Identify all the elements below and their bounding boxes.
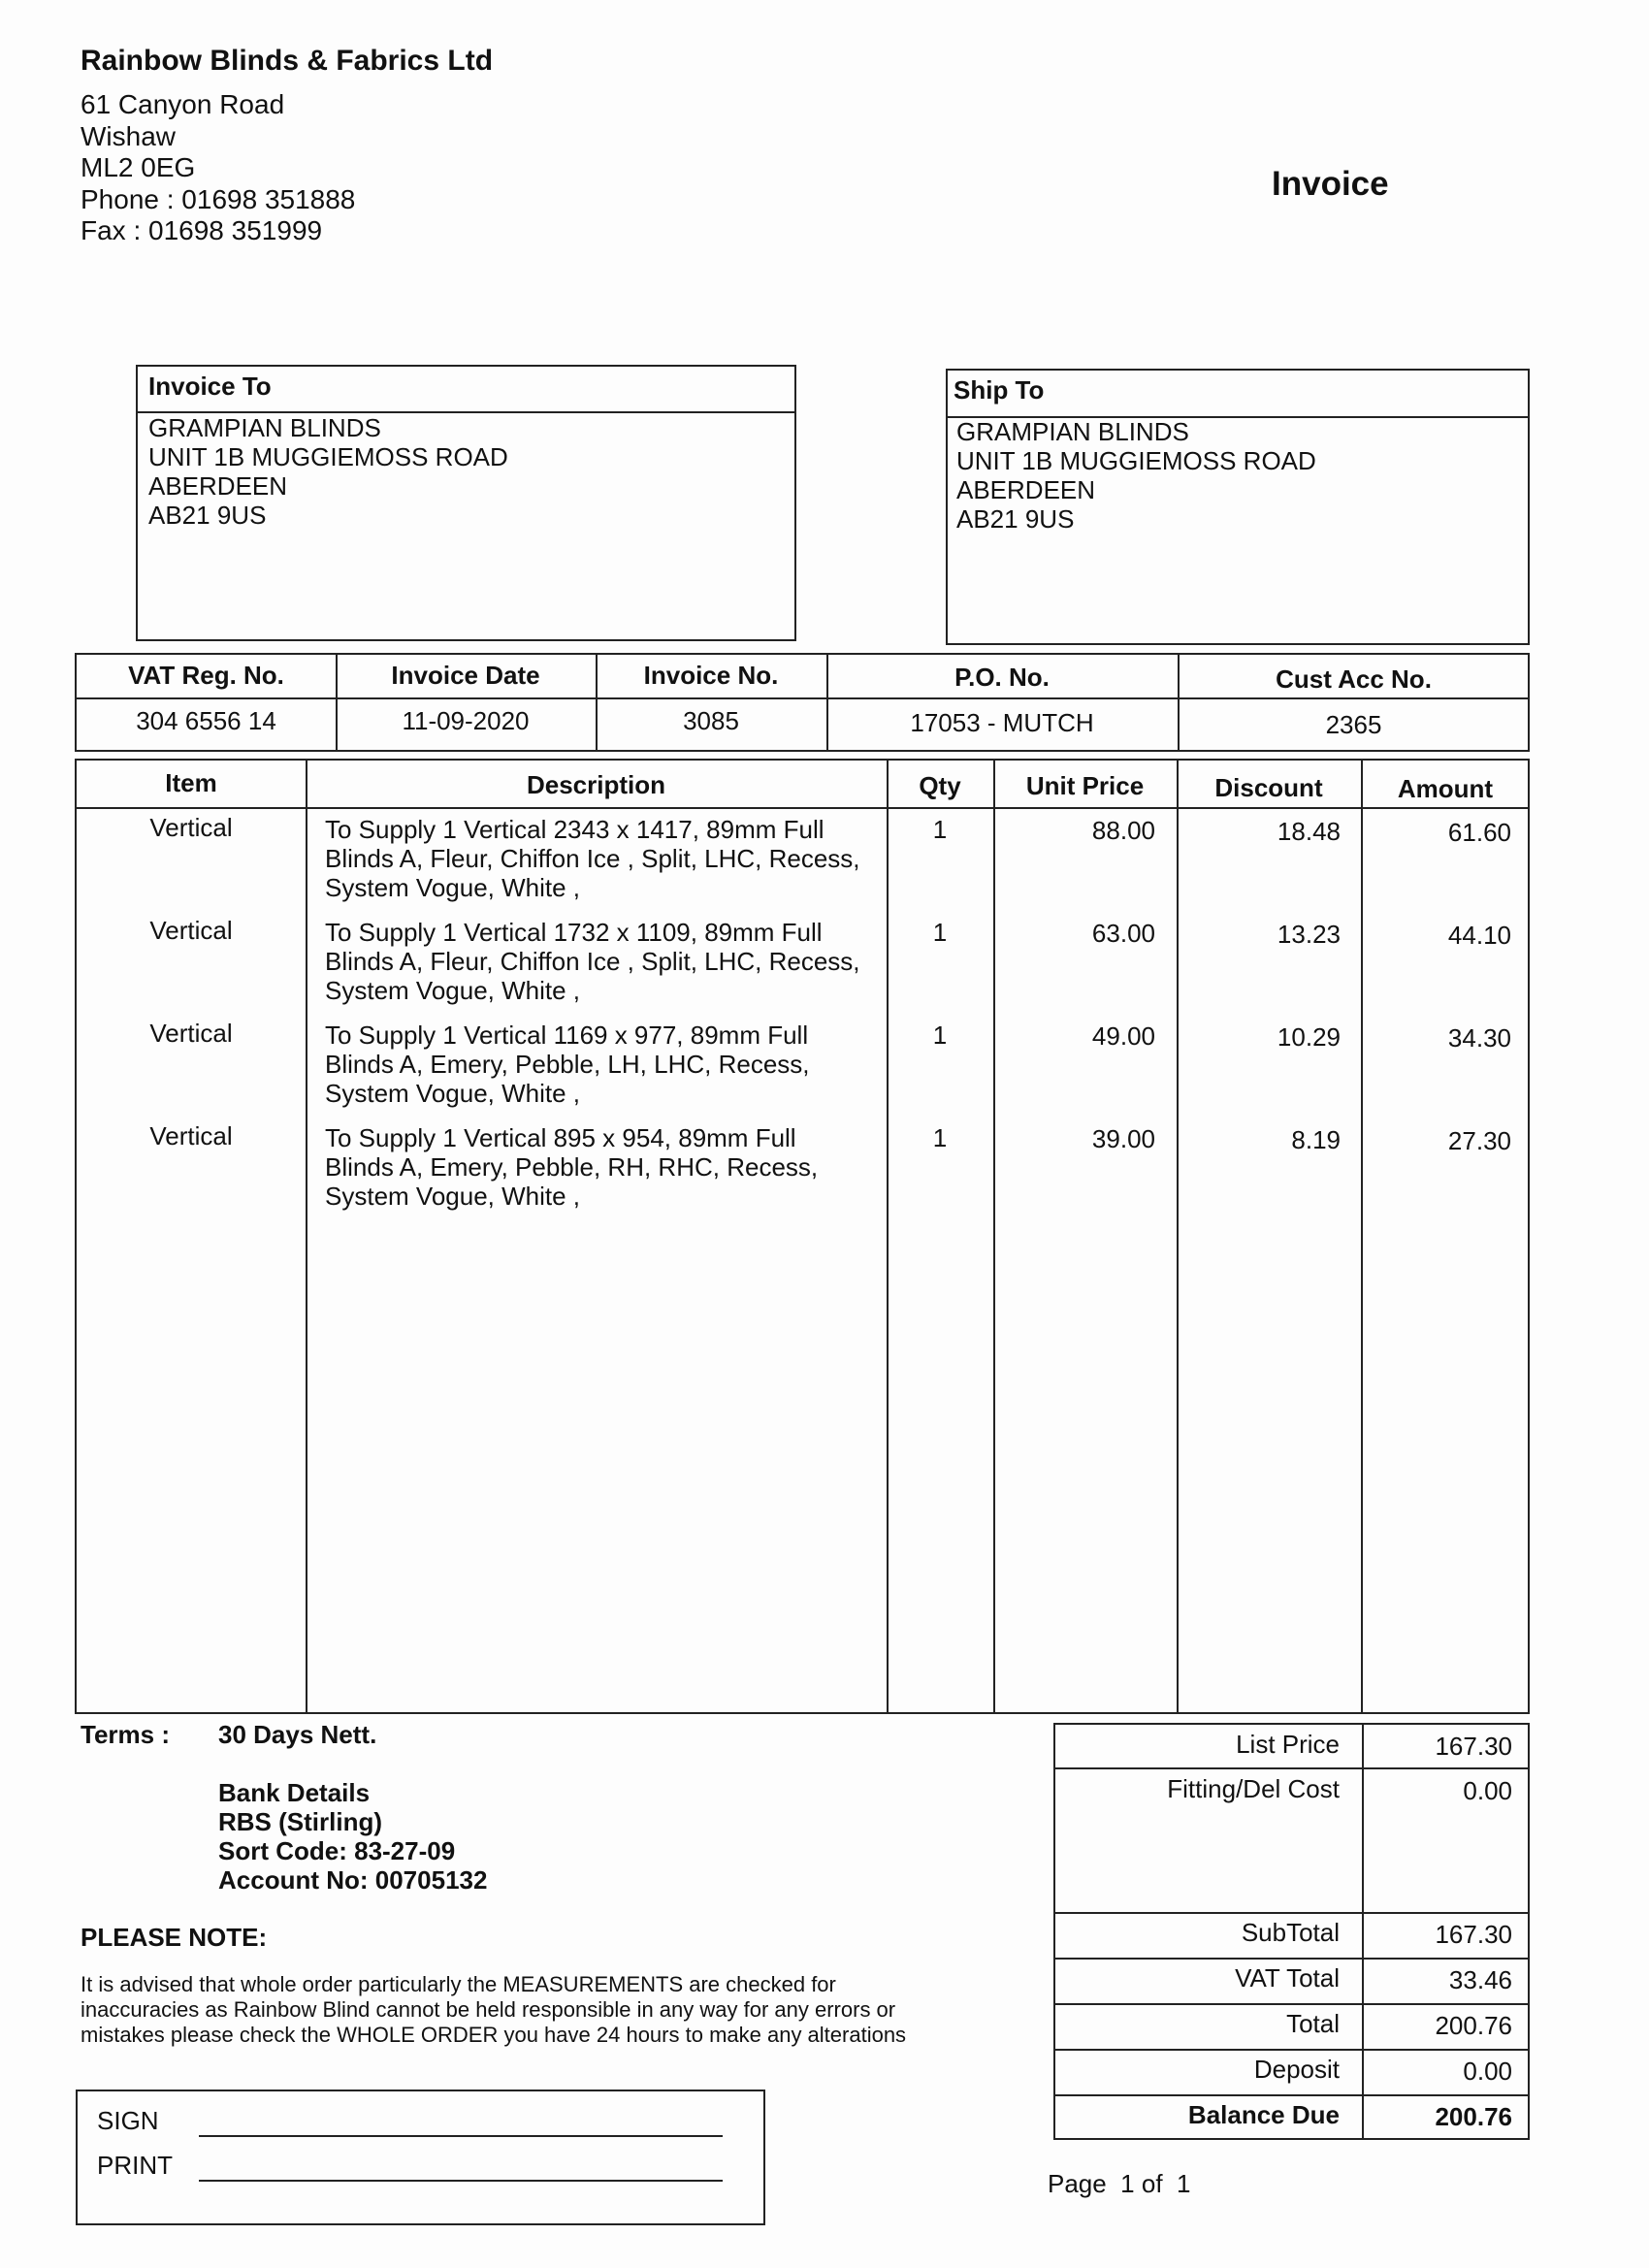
amount-cell: 27.30 [1447,1126,1511,1155]
total-value: 200.76 [1435,2011,1512,2040]
discount-cell: 8.19 [1291,1125,1341,1154]
invoice-to-line: ABERDEEN [148,471,288,501]
divider [887,761,889,1712]
item-cell: Vertical [149,1121,233,1150]
print-line[interactable] [199,2180,723,2182]
item-cell: Vertical [149,813,233,842]
column-header-item: Item [165,768,217,797]
invoice-date-label: Invoice Date [391,661,540,690]
fitting-cost-label: Fitting/Del Cost [1167,1774,1340,1803]
bank-line: Account No: 00705132 [218,1865,488,1895]
subtotal-value: 167.30 [1435,1920,1512,1949]
note-line: mistakes please check the WHOLE ORDER you have 24 hours to make any alterations [81,2023,907,2047]
company-address-line: ML2 0EG [81,152,196,182]
divider [1055,1912,1528,1914]
amount-cell: 61.60 [1447,818,1511,847]
reference-table [75,653,1530,752]
unit-price-cell: 39.00 [1091,1124,1155,1153]
po-no-value: 17053 - MUTCH [910,708,1094,737]
po-no-label: P.O. No. [954,663,1050,692]
note-heading: PLEASE NOTE: [81,1923,268,1952]
company-fax: Fax : 01698 351999 [81,215,323,245]
column-header-amount: Amount [1397,774,1494,803]
invoice-to-line: AB21 9US [148,501,267,530]
note-line: inaccuracies as Rainbow Blind cannot be held responsible in any way for any errors or [81,1997,896,2022]
discount-cell: 13.23 [1277,920,1341,949]
vat-reg-label: VAT Reg. No. [128,661,284,690]
summary-box [1053,1723,1530,2140]
description-line: Blinds A, Fleur, Chiffon Ice , Split, LHC, Recess, [325,947,860,976]
description-line: To Supply 1 Vertical 1169 x 977, 89mm Full [325,1021,809,1050]
discount-cell: 10.29 [1277,1022,1341,1052]
deposit-value: 0.00 [1463,2057,1512,2086]
ship-to-heading: Ship To [954,375,1045,405]
document-title: Invoice [1272,165,1389,203]
invoice-no-label: Invoice No. [643,661,779,690]
company-phone: Phone : 01698 351888 [81,184,356,214]
signature-box [76,2090,765,2225]
column-header-discount: Discount [1214,773,1323,802]
balance-due-value: 200.76 [1435,2102,1512,2131]
note-line: It is advised that whole order particularly the MEASUREMENTS are checked for [81,1972,836,1996]
qty-cell: 1 [932,918,948,947]
fitting-cost-value: 0.00 [1463,1776,1512,1805]
unit-price-cell: 49.00 [1091,1021,1155,1051]
description-line: Blinds A, Emery, Pebble, RH, RHC, Recess, [325,1152,819,1182]
divider [1177,761,1179,1712]
column-header-qty: Qty [919,771,961,800]
cust-acc-value: 2365 [1325,710,1382,739]
divider [306,761,307,1712]
ship-to-line: UNIT 1B MUGGIEMOSS ROAD [956,446,1316,475]
balance-due-label: Balance Due [1187,2100,1340,2129]
description-line: System Vogue, White , [325,1182,581,1211]
qty-cell: 1 [932,1021,948,1050]
divider [77,697,1528,699]
discount-cell: 18.48 [1277,817,1341,846]
bank-line: Sort Code: 83-27-09 [218,1836,456,1865]
description-line: To Supply 1 Vertical 1732 x 1109, 89mm Full [325,918,823,947]
description-line: To Supply 1 Vertical 895 x 954, 89mm Full [325,1123,796,1152]
item-cell: Vertical [149,1019,233,1048]
column-header-description: Description [526,770,666,799]
invoice-no-value: 3085 [683,706,739,735]
divider [1055,2049,1528,2051]
description-line: System Vogue, White , [325,1079,581,1108]
unit-price-cell: 88.00 [1091,816,1155,845]
invoice-to-line: GRAMPIAN BLINDS [148,413,381,442]
company-address-line: 61 Canyon Road [81,89,285,119]
divider [1361,761,1363,1712]
list-price-value: 167.30 [1435,1732,1512,1761]
sign-line[interactable] [199,2135,723,2137]
line-items-table [75,759,1530,1714]
divider [1055,2003,1528,2005]
description-line: Blinds A, Emery, Pebble, LH, LHC, Recess, [325,1050,810,1079]
subtotal-label: SubTotal [1241,1918,1340,1947]
cust-acc-label: Cust Acc No. [1276,664,1432,694]
invoice-date-value: 11-09-2020 [402,706,530,735]
invoice-to-box [136,365,796,641]
divider [1055,2094,1528,2096]
qty-cell: 1 [932,1123,948,1152]
description-line: System Vogue, White , [325,873,581,902]
ship-to-line: ABERDEEN [956,475,1096,504]
company-name: Rainbow Blinds & Fabrics Ltd [81,45,494,77]
vat-total-value: 33.46 [1448,1965,1512,1994]
divider [1055,1767,1528,1769]
terms-value: 30 Days Nett. [218,1720,377,1749]
ship-to-line: AB21 9US [956,504,1075,534]
deposit-label: Deposit [1253,2055,1340,2084]
description-line: System Vogue, White , [325,976,581,1005]
sign-label: SIGN [97,2106,159,2135]
divider [993,761,995,1712]
item-cell: Vertical [149,916,233,945]
total-label: Total [1286,2009,1340,2038]
divider [1055,1958,1528,1960]
list-price-label: List Price [1236,1730,1340,1759]
bank-line: RBS (Stirling) [218,1807,382,1836]
ship-to-line: GRAMPIAN BLINDS [956,417,1189,446]
amount-cell: 34.30 [1447,1023,1511,1053]
print-label: PRINT [97,2151,173,2180]
vat-reg-value: 304 6556 14 [136,706,276,735]
invoice-to-heading: Invoice To [148,372,272,401]
divider [77,807,1528,809]
bank-heading: Bank Details [218,1778,371,1807]
page-number: Page 1 of 1 [1048,2169,1191,2198]
unit-price-cell: 63.00 [1091,919,1155,948]
terms-label: Terms : [81,1720,170,1749]
vat-total-label: VAT Total [1235,1963,1340,1993]
invoice-to-line: UNIT 1B MUGGIEMOSS ROAD [148,442,508,471]
qty-cell: 1 [932,815,948,844]
company-address-line: Wishaw [81,121,177,151]
column-header-unit-price: Unit Price [1025,771,1145,800]
amount-cell: 44.10 [1447,921,1511,950]
description-line: To Supply 1 Vertical 2343 x 1417, 89mm Full [325,815,824,844]
description-line: Blinds A, Fleur, Chiffon Ice , Split, LHC, Recess, [325,844,860,873]
ship-to-box [946,369,1530,645]
